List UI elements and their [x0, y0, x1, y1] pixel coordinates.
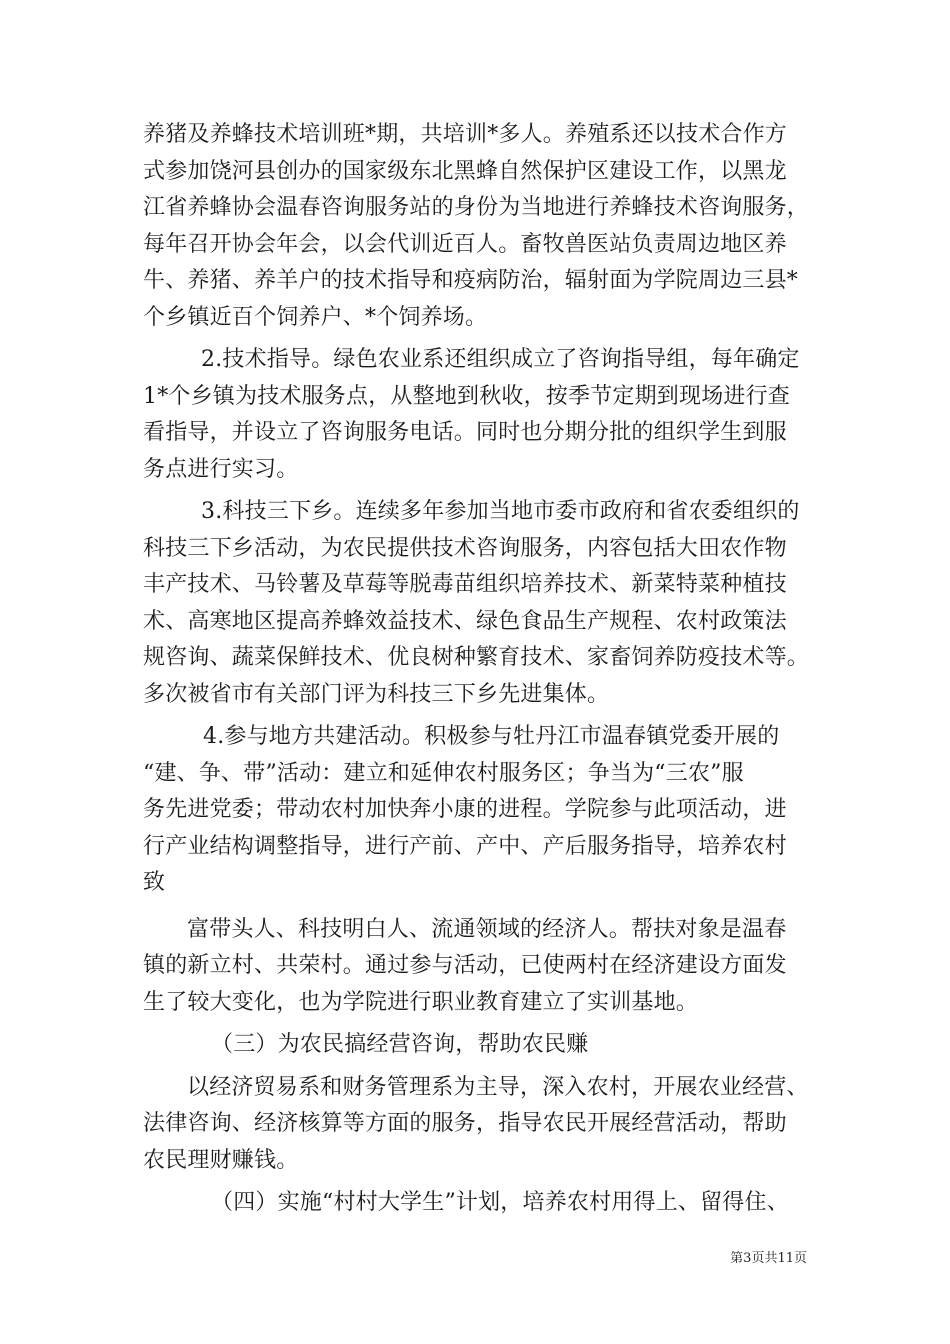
text-line: 务先进党委；带动农村加快奔小康的进程。学院参与此项活动，进 — [143, 797, 787, 822]
text-line: 看指导，并设立了咨询服务电话。同时也分期分批的组织学生到服 — [143, 420, 787, 445]
text-line: 法律咨询、经济核算等方面的服务，指导农民开展经营活动，帮助 — [143, 1111, 787, 1136]
text-line: “建、争、带”活动：建立和延伸农村服务区；争当为“三农”服 — [143, 760, 744, 786]
section-heading-village-students: （四）实施“村村大学生”计划，培养农村用得上、留得住、 — [211, 1190, 789, 1215]
section-heading-business-consulting: （三）为农民搞经营咨询，帮助农民赚 — [211, 1032, 589, 1057]
text-line: 个乡镇近百个饲养户、*个饲养场。 — [143, 304, 488, 330]
text-line: 科技三下乡活动，为农民提供技术咨询服务，内容包括大田农作物 — [143, 535, 787, 561]
text-line: 务点进行实习。 — [143, 456, 299, 482]
text-line: 养猪及养蜂技术培训班*期，共培训*多人。养殖系还以技术合作方 — [143, 122, 788, 147]
text-line: 术、高寒地区提高养蜂效益技术、绿色食品生产规程、农村政策法 — [143, 608, 787, 634]
text-line: 牛、养猪、养羊户的技术指导和疫病防治，辐射面为学院周边三县* — [143, 268, 799, 293]
text-line: 江省养蜂协会温春咨询服务站的身份为当地进行养蜂技术咨询服务， — [143, 195, 810, 220]
text-line: 富带头人、科技明白人、流通领域的经济人。帮扶对象是温春 — [187, 916, 787, 942]
text-line: 丰产技术、马铃薯及草莓等脱毒苗组织培养技术、新菜特菜种植技 — [143, 572, 787, 597]
document-body — [143, 117, 815, 1222]
section-heading-technical-guidance: 2.技术指导。绿色农业系还组织成立了咨询指导组，每年确定 — [201, 347, 800, 372]
text-line: 行产业结构调整指导，进行产前、产中、产后服务指导，培养农村 — [143, 833, 787, 859]
text-line: 多次被省市有关部门评为科技三下乡先进集体。 — [143, 681, 610, 707]
text-line: 镇的新立村、共荣村。通过参与活动，已使两村在经济建设方面发 — [143, 953, 787, 978]
text-line: 式参加饶河县创办的国家级东北黑蜂自然保护区建设工作，以黑龙 — [143, 158, 787, 184]
text-line: 规咨询、蔬菜保鲜技术、优良树种繁育技术、家畜饲养防疫技术等。 — [143, 645, 810, 670]
section-heading-local-construction: 4.参与地方共建活动。积极参与牡丹江市温春镇党委开展的 — [203, 724, 780, 749]
text-line: 每年召开协会年会，以会代训近百人。畜牧兽医站负责周边地区养 — [143, 231, 787, 257]
text-line: 农民理财赚钱。 — [143, 1147, 299, 1173]
section-heading-science-countryside: 3.科技三下乡。连续多年参加当地市委市政府和省农委组织的 — [201, 499, 800, 524]
text-line: 致 — [143, 870, 166, 895]
text-line: 生了较大变化，也为学院进行职业教育建立了实训基地。 — [143, 989, 699, 1015]
text-line: 以经济贸易系和财务管理系为主导，深入农村，开展农业经营、 — [187, 1074, 809, 1100]
page-number: 第3页共11页 — [730, 1251, 807, 1266]
text-line: 1*个乡镇为技术服务点，从整地到秋收，按季节定期到现场进行查 — [143, 383, 790, 409]
